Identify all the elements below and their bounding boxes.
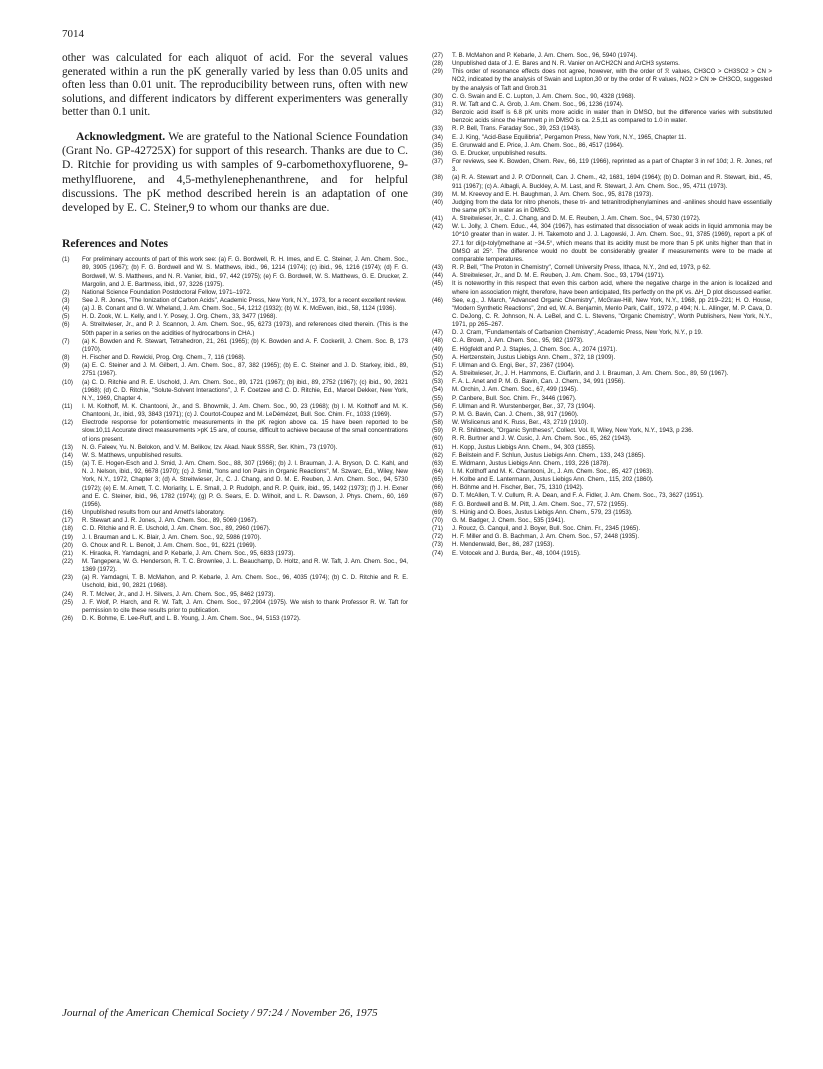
reference-number: (60)	[432, 435, 443, 443]
reference-text: W. L. Jolly, J. Chem. Educ., 44, 304 (1967), has estimated that dissociation of weak acids in liquid ammonia may be 10^10 greater than in water. J. H. Takemoto and J. J. Lagowski, J. Am. Chem. Soc., 91, 3785 (1969), report a pK of 27.1 for di(p-tolyl)methane at −34.5°, which means that its acidity must be more than 5 pK units higher than that in DMSO at 25°. The difference would no doubt be considerably greater if measurements were to be made at comparable temperatures.	[452, 223, 772, 263]
reference-item	[432, 150, 772, 158]
reference-number: (12)	[62, 419, 73, 427]
reference-text: H. D. Zook, W. L. Kelly, and I. Y. Posey, J. Org. Chem., 33, 3477 (1968).	[82, 313, 278, 321]
reference-number: (4)	[62, 305, 70, 313]
reference-item	[432, 419, 772, 427]
reference-text: C. A. Brown, J. Am. Chem. Soc., 95, 982 (1973).	[452, 337, 584, 345]
references-list-left	[62, 256, 408, 623]
reference-item	[432, 134, 772, 142]
reference-item	[432, 370, 772, 378]
reference-number: (44)	[432, 272, 443, 280]
reference-item	[62, 354, 408, 362]
reference-text: For reviews, see K. Bowden, Chem. Rev., 66, 119 (1966), reprinted as a part of Chapter 3 in ref 10d; J. R. Jones, ref 3.	[452, 158, 772, 174]
reference-number: (56)	[432, 402, 443, 410]
reference-number: (23)	[62, 574, 73, 582]
reference-number: (51)	[432, 361, 443, 369]
reference-text: For preliminary accounts of part of this work see: (a) F. G. Bordwell, R. H. Imes, and E. C. Steiner, J. Am. Chem. Soc., 89, 3905 (1967); (b) F. G. Bordwell and W. S. Matthews, ibid., 96, 1214 (1974); (c) ibid., 96, 1216 (1974); (d) F. G. Bordwell, W. S. Matthews, and N. R. Vanier, ibid., 97, 442 (1975); (e) F. G. Bordwell, W. S. Matthews, G. E. Drucker, Z. Margolin, and J. E. Bartmess, ibid., 97, 3226 (1975).	[82, 256, 408, 288]
reference-number: (32)	[432, 109, 443, 117]
reference-text: (a) K. Bowden and R. Stewart, Tetrahedron, 21, 261 (1965); (b) K. Bowden and A. F. Cockerill, J. Chem. Soc. B, 173 (1970).	[82, 337, 408, 353]
reference-number: (59)	[432, 427, 443, 435]
reference-text: Judging from the data for nitro phenols, these tri- and tetranitrodiphenylamines and -anilines should have essentially the same pK's in water as in DMSO.	[452, 198, 772, 214]
reference-item	[432, 158, 772, 174]
reference-number: (40)	[432, 198, 443, 206]
reference-text: Unpublished data of J. E. Bares and N. R. Vanier on ArCH2CN and ArCH3 systems.	[452, 60, 680, 68]
reference-number: (72)	[432, 533, 443, 541]
reference-text: P. M. G. Bavin, Can. J. Chem., 38, 917 (1960).	[452, 410, 579, 418]
reference-text: (a) J. B. Conant and G. W. Wheland, J. Am. Chem. Soc., 54, 1212 (1932); (b) W. K. McEwen, ibid., 58, 1124 (1936).	[82, 305, 397, 313]
reference-number: (66)	[432, 484, 443, 492]
reference-text: (a) R. Yamdagni, T. B. McMahon, and P. Kebarle, J. Am. Chem. Soc., 96, 4035 (1974); (b) C. D. Ritchie and R. E. Uschold, ibid., 90, 2821 (1968).	[82, 574, 408, 590]
reference-item	[62, 574, 408, 590]
reference-text: D. T. McAllen, T. V. Cullum, R. A. Dean, and F. A. Fidler, J. Am. Chem. Soc., 73, 3627 (1951).	[452, 492, 704, 500]
reference-number: (74)	[432, 549, 443, 557]
reference-number: (45)	[432, 280, 443, 288]
reference-item	[62, 444, 408, 452]
reference-text: D. J. Cram, "Fundamentals of Carbanion Chemistry", Academic Press, New York, N.Y., p 19.	[452, 329, 703, 337]
right-column	[432, 52, 772, 558]
reference-text: M. M. Kreevoy and E. H. Baughman, J. Am. Chem. Soc., 95, 8178 (1973).	[452, 190, 654, 198]
reference-item	[432, 52, 772, 60]
reference-text: Electrode response for potentiometric measurements in the pK region above ca. 15 have been reported to be slow.10,11 Accurate direct measurements >pK 15 are, of course, difficult to achieve because of the small concentrations of ions present.	[82, 419, 408, 443]
reference-item	[432, 337, 772, 345]
reference-number: (8)	[62, 354, 70, 362]
reference-item	[432, 501, 772, 509]
reference-item	[432, 93, 772, 101]
reference-text: H. Kolbe and E. Lantermann, Justus Liebigs Ann. Chem., 115, 202 (1860).	[452, 476, 654, 484]
reference-item	[432, 533, 772, 541]
acknowledgment-paragraph	[62, 130, 408, 215]
reference-number: (35)	[432, 141, 443, 149]
reference-text: H. Fischer and D. Rewicki, Prog. Org. Chem., 7, 116 (1968).	[82, 354, 246, 362]
reference-number: (43)	[432, 264, 443, 272]
reference-number: (3)	[62, 296, 70, 304]
reference-item	[62, 599, 408, 615]
reference-item	[432, 525, 772, 533]
reference-number: (34)	[432, 133, 443, 141]
reference-number: (58)	[432, 419, 443, 427]
reference-number: (11)	[62, 403, 73, 410]
reference-item	[62, 305, 408, 313]
reference-text: F. Ullman and G. Engi, Ber., 37, 2367 (1904).	[452, 361, 575, 369]
reference-item	[62, 591, 408, 599]
reference-item	[432, 215, 772, 223]
reference-text: I. M. Kolthoff, M. K. Chantooni, Jr., and S. Bhowmik, J. Am. Chem. Soc., 90, 23 (1968); (b) I. M. Kolthoff and M. K. Chantooni, Jr., ibid., 93, 3843 (1971); (c) J. Courtot-Coupez and M. LeDémézet, Bull. Soc. Chim. Fr., 1033 (1969).	[82, 403, 408, 419]
reference-item	[432, 272, 772, 280]
reference-number: (18)	[62, 525, 73, 533]
reference-number: (5)	[62, 313, 70, 321]
reference-text: T. B. McMahon and P. Kebarle, J. Am. Chem. Soc., 96, 5940 (1974).	[452, 52, 638, 59]
reference-item	[62, 419, 408, 443]
reference-number: (24)	[62, 590, 73, 598]
reference-item	[432, 411, 772, 419]
reference-text: National Science Foundation Postdoctoral Fellow, 1971–1972.	[82, 288, 252, 296]
reference-text: Unpublished results from our and Arnett's laboratory.	[82, 509, 225, 517]
reference-item	[62, 534, 408, 542]
intro-paragraph: other was calculated for each aliquot of acid. For the several values generated within a run the pK generally varied by less than 0.05 units and often less than 0.01 unit. The reproducibility between runs, often with new solutions, and different indicators by different experimenters was generally better than 0.1 unit.	[62, 52, 408, 119]
reference-item	[62, 321, 408, 337]
reference-number: (42)	[432, 223, 443, 231]
reference-text: F. Ullman and R. Wurstenberger, Ber., 37, 73 (1904).	[452, 402, 596, 410]
reference-text: W. Wislicenus and K. Russ, Ber., 43, 2719 (1910).	[452, 419, 589, 427]
reference-text: H. Kopp, Justus Liebigs Ann. Chem., 94, 303 (1855).	[452, 443, 596, 451]
reference-number: (33)	[432, 125, 443, 133]
reference-number: (10)	[62, 378, 73, 386]
acknowledgment-heading: Acknowledgment.	[76, 129, 166, 143]
reference-item	[432, 346, 772, 354]
reference-text: A. Streitwieser, Jr., and P. J. Scannon, J. Am. Chem. Soc., 95, 6273 (1973), and references cited therein. (This is the 50th paper in a series on the acidities of hydrocarbons in CHA.)	[82, 321, 408, 337]
reference-text: A. Streitwieser, Jr., and D. M. E. Reuben, J. Am. Chem. Soc., 93, 1794 (1971).	[452, 272, 665, 280]
reference-number: (57)	[432, 410, 443, 418]
reference-item	[432, 476, 772, 484]
reference-item	[432, 125, 772, 133]
reference-text: D. K. Bohme, E. Lee-Ruff, and L. B. Young, J. Am. Chem. Soc., 94, 5153 (1972).	[82, 615, 301, 623]
reference-number: (70)	[432, 516, 443, 524]
reference-item	[62, 362, 408, 378]
reference-number: (7)	[62, 337, 70, 345]
reference-number: (68)	[432, 500, 443, 508]
reference-text: H. F. Miller and G. B. Bachman, J. Am. Chem. Soc., 57, 2448 (1935).	[452, 533, 640, 541]
reference-item	[432, 264, 772, 272]
reference-number: (13)	[62, 443, 73, 451]
reference-item	[62, 297, 408, 305]
reference-item	[432, 460, 772, 468]
reference-number: (14)	[62, 451, 73, 459]
reference-text: J. Roucz, G. Canquil, and J. Boyer, Bull. Soc. Chim. Fr., 2345 (1965).	[452, 525, 641, 533]
reference-number: (52)	[432, 370, 443, 378]
reference-text: E. J. King, "Acid-Base Equilibria", Pergamon Press, New York, N.Y., 1965, Chapter 11.	[452, 133, 687, 141]
reference-number: (54)	[432, 386, 443, 394]
reference-item	[62, 379, 408, 403]
reference-item	[432, 223, 772, 264]
reference-item	[432, 395, 772, 403]
reference-number: (30)	[432, 92, 443, 100]
reference-number: (61)	[432, 443, 443, 451]
journal-footer: Journal of the American Chemical Society / 97:24 / November 26, 1975	[62, 1007, 378, 1019]
reference-text: (a) C. D. Ritchie and R. E. Uschold, J. Am. Chem. Soc., 89, 1721 (1967); (b) ibid., 89, 2752 (1967); (c) ibid., 90, 2821 (1968); (d) C. D. Ritchie, "Solute-Solvent Interactions", J. F. Coetzee and C. D. Ritchie, Ed., Marcel Dekker, New York, N.Y., 1969, Chapter 4.	[82, 378, 408, 402]
reference-number: (62)	[432, 451, 443, 459]
reference-number: (69)	[432, 508, 443, 516]
left-column	[62, 52, 408, 623]
reference-number: (28)	[432, 60, 443, 68]
reference-text: R. P. Bell, Trans. Faraday Soc., 39, 253 (1943).	[452, 125, 581, 133]
reference-item	[432, 509, 772, 517]
reference-text: E. Widmann, Justus Liebigs Ann. Chem., 193, 226 (1878).	[452, 459, 611, 467]
reference-text: (a) E. C. Steiner and J. M. Gilbert, J. Am. Chem. Soc., 87, 382 (1965); (b) E. C. Steiner and J. D. Starkey, ibid., 89, 2751 (1967).	[82, 362, 408, 378]
reference-text: G. Choux and R. L. Benoit, J. Am. Chem. Soc., 91, 6221 (1969).	[82, 541, 257, 549]
reference-text: It is noteworthy in this respect that even this carbon acid, where the negative charge in the anion is localized and where ion association might, therefore, have been anticipated, fits perfectly on the pK vs. ΔH_D plot discussed earlier.	[452, 280, 772, 296]
reference-text: R. R. Burtner and J. W. Cusic, J. Am. Chem. Soc., 65, 262 (1943).	[452, 435, 632, 443]
reference-item	[432, 378, 772, 386]
reference-text: J. F. Wolf, P. Harch, and R. W. Taft, J. Am. Chem. Soc., 97,2904 (1975). We wish to thank Professor R. W. Taft for permission to cite these results prior to publication.	[82, 598, 408, 614]
reference-number: (65)	[432, 476, 443, 484]
reference-number: (29)	[432, 68, 443, 76]
reference-item	[432, 386, 772, 394]
reference-text: E. Votocek and J. Burda, Ber., 48, 1004 (1915).	[452, 549, 581, 557]
reference-number: (2)	[62, 288, 70, 296]
reference-item	[432, 329, 772, 337]
reference-number: (53)	[432, 378, 443, 386]
reference-number: (73)	[432, 541, 443, 549]
reference-item	[62, 517, 408, 525]
reference-number: (36)	[432, 149, 443, 157]
page-number: 7014	[62, 28, 84, 40]
reference-item	[62, 289, 408, 297]
reference-number: (37)	[432, 158, 443, 166]
reference-number: (27)	[432, 52, 443, 59]
reference-item	[432, 435, 772, 443]
reference-text: F. G. Bordwell and B. M. Pitt, J. Am. Chem. Soc., 77, 572 (1955).	[452, 500, 629, 508]
reference-text: Benzoic acid itself is 6.8 pK units more acidic in water than in DMSO, but the difference varies with substituted benzoic acids since the Hammett ρ in DMSO is ca. 2.5,11 as compared to 1.0 in water.	[452, 109, 772, 125]
reference-number: (41)	[432, 215, 443, 223]
reference-number: (15)	[62, 460, 73, 468]
reference-text: F. Beilstein and F. Schlun, Justus Liebigs Ann. Chem., 133, 243 (1865).	[452, 451, 646, 459]
reference-item	[62, 313, 408, 321]
reference-item	[62, 256, 408, 289]
reference-item	[432, 541, 772, 549]
reference-number: (1)	[62, 256, 70, 264]
reference-number: (47)	[432, 329, 443, 337]
reference-number: (26)	[62, 615, 73, 623]
reference-number: (64)	[432, 467, 443, 475]
reference-number: (49)	[432, 345, 443, 353]
reference-text: E. Grunwald and E. Price, J. Am. Chem. Soc., 86, 4517 (1964).	[452, 141, 624, 149]
reference-item	[432, 60, 772, 68]
reference-text: R. Stewart and J. R. Jones, J. Am. Chem. Soc., 89, 5069 (1967).	[82, 517, 258, 525]
reference-number: (46)	[432, 296, 443, 304]
reference-number: (48)	[432, 337, 443, 345]
reference-text: (a) T. E. Hogen-Esch and J. Smid, J. Am. Chem. Soc., 88, 307 (1966); (b) J. I. Brauman, J. A. Bryson, D. C. Kahl, and N. J. Nelson, ibid., 92, 6678 (1970); (c) J. Smid, "Ions and Ion Pairs in Organic Reactions", M. Szwarc, Ed., Wiley, New York, N.Y., 1972, Chapter 3; (d) A. Streitwieser, Jr., C. J. Chang, and D. M. E. Reuben, J. Am. Chem. Soc., 94, 5730 (1972); (e) E. M. Arnett, T. C. Moriarity, L. E. Small, J. P. Rudolph, and R. P. Quirk, ibid., 95, 1492 (1973); (f) J. H. Exner and E. C. Steiner, ibid., 96, 1782 (1974); (g) P. G. Sears, E. D. Wilhoit, and L. R. Dawson, J. Phys. Chem., 60, 169 (1956).	[82, 460, 408, 508]
reference-text: (a) R. A. Stewart and J. P. O'Donnell, Can. J. Chem., 42, 1681, 1694 (1964); (b) D. Dolman and R. Stewart, ibid., 45, 911 (1967); (c) A. Albagli, A. Buckley, A. M. Last, and R. Stewart, J. Am. Chem. Soc., 95, 4711 (1973).	[452, 174, 772, 190]
reference-number: (67)	[432, 492, 443, 500]
reference-text: W. S. Matthews, unpublished results.	[82, 451, 183, 459]
reference-item	[432, 280, 772, 296]
reference-item	[432, 444, 772, 452]
reference-text: A. Streitwieser, Jr., C. J. Chang, and D. M. E. Reuben, J. Am. Chem. Soc., 94, 5730 (1972).	[452, 215, 701, 223]
reference-text: R. T. McIver, Jr., and J. H. Silvers, J. Am. Chem. Soc., 95, 8462 (1973).	[82, 590, 276, 598]
reference-item	[62, 550, 408, 558]
reference-item	[62, 338, 408, 354]
reference-text: R. W. Taft and C. A. Grob, J. Am. Chem. Soc., 96, 1236 (1974).	[452, 100, 624, 108]
reference-item	[62, 525, 408, 533]
reference-item	[432, 297, 772, 330]
reference-item	[432, 142, 772, 150]
reference-number: (9)	[62, 362, 70, 370]
reference-text: P. R. Shildneck, "Organic Syntheses", Collect. Vol. II, Wiley, New York, N.Y., 1943, p 236.	[452, 427, 694, 435]
reference-number: (22)	[62, 557, 73, 565]
reference-item	[432, 492, 772, 500]
reference-item	[62, 403, 408, 419]
reference-item	[62, 460, 408, 509]
reference-text: See J. R. Jones, "The Ionization of Carbon Acids", Academic Press, New York, N.Y., 1973, for a recent excellent review.	[82, 296, 407, 304]
reference-item	[432, 199, 772, 215]
reference-item	[432, 362, 772, 370]
reference-text: J. I. Brauman and L. K. Blair, J. Am. Chem. Soc., 92, 5986 (1970).	[82, 533, 262, 541]
reference-number: (17)	[62, 517, 73, 525]
reference-text: E. Högfeldt and P. J. Staples, J. Chem. Soc. A., 2074 (1971).	[452, 345, 618, 353]
reference-item	[432, 191, 772, 199]
reference-number: (39)	[432, 190, 443, 198]
reference-item	[62, 452, 408, 460]
reference-text: P. Canbere, Bull. Soc. Chim. Fr., 3446 (1967).	[452, 394, 577, 402]
references-list-right	[432, 52, 772, 558]
reference-item	[432, 354, 772, 362]
reference-text: G. M. Badger, J. Chem. Soc., 535 (1941).	[452, 516, 565, 524]
reference-number: (19)	[62, 533, 73, 541]
reference-item	[432, 550, 772, 558]
reference-text: H. Mendenwald, Ber., 86, 287 (1953).	[452, 541, 555, 549]
reference-item	[432, 174, 772, 190]
reference-number: (38)	[432, 174, 443, 182]
reference-item	[62, 542, 408, 550]
reference-item	[62, 558, 408, 574]
reference-text: I. M. Kolthoff and M. K. Chantooni, Jr., J. Am. Chem. Soc., 85, 427 (1963).	[452, 467, 654, 475]
reference-text: K. Hiraoka, R. Yamdagni, and P. Kebarle, J. Am. Chem. Soc., 95, 6833 (1973).	[82, 549, 295, 557]
reference-text: See, e.g., J. March, "Advanced Organic Chemistry", McGraw-Hill, New York, N.Y., 1968, pp 219–221; H. O. House, "Modern Synthetic Reactions", 2nd ed, W. A. Benjamin, Menlo Park, Calif., 1972, p 494; N. L. Allinger, M. P. Cava, D. C. DeJong, C. R. Johnson, N. A. LeBel, and C. L. Stevens, "Organic Chemistry", Worth Publishers, New York, N.Y., 1971, pp 265–267.	[452, 296, 772, 329]
reference-text: R. P. Bell, "The Proton in Chemistry", Cornell University Press, Ithaca, N.Y., 2nd ed, 1973, p 62.	[452, 264, 711, 272]
reference-text: C. D. Ritchie and R. E. Uschold, J. Am. Chem. Soc., 89, 2960 (1967).	[82, 525, 271, 533]
reference-text: S. Hünig and O. Boes, Justus Liebigs Ann. Chem., 579, 23 (1953).	[452, 508, 633, 516]
reference-text: M. Orchin, J. Am. Chem. Soc., 67, 499 (1945).	[452, 386, 578, 394]
reference-item	[62, 509, 408, 517]
reference-number: (21)	[62, 549, 73, 557]
reference-item	[432, 101, 772, 109]
reference-text: A. Hertzenstein, Justus Liebigs Ann. Chem., 372, 18 (1909).	[452, 353, 616, 361]
reference-number: (63)	[432, 459, 443, 467]
reference-text: This order of resonance effects does not agree, however, with the order of ℛ values, CH3CO > CH3SO2 > CN > NO2, indicated by the analysis of Swain and Lupton,30 or by the order of R values, NO2 > CN ≫ CH3CO, suggested by the analysis of Taft and Grob.31	[452, 68, 772, 92]
reference-item	[432, 468, 772, 476]
reference-text: C. G. Swain and E. C. Lupton, J. Am. Chem. Soc., 90, 4328 (1968).	[452, 92, 636, 100]
reference-number: (50)	[432, 353, 443, 361]
reference-number: (16)	[62, 509, 73, 517]
reference-number: (31)	[432, 100, 443, 108]
reference-item	[62, 615, 408, 623]
reference-item	[432, 484, 772, 492]
reference-text: H. Böhme and H. Fischer, Ber., 75, 1310 (1942).	[452, 484, 584, 492]
reference-text: N. G. Faleev, Yu. N. Belokon, and V. M. Belikov, Izv. Akad. Nauk SSSR, Ser. Khim., 73 (1970).	[82, 443, 338, 451]
references-heading: References and Notes	[62, 237, 169, 251]
reference-text: A. Streitwieser, Jr., J. H. Hammons, E. Ciuffarin, and J. I. Brauman, J. Am. Chem. Soc., 89, 59 (1967).	[452, 370, 729, 378]
reference-number: (25)	[62, 598, 73, 606]
reference-text: F. A. L. Anet and P. M. G. Bavin, Can. J. Chem., 34, 991 (1956).	[452, 378, 625, 386]
reference-number: (55)	[432, 394, 443, 402]
reference-item	[432, 517, 772, 525]
reference-text: G. E. Drucker, unpublished results.	[452, 149, 547, 157]
reference-number: (71)	[432, 525, 443, 533]
reference-item	[432, 109, 772, 125]
reference-item	[432, 427, 772, 435]
reference-item	[432, 403, 772, 411]
acknowledgment-text: We are grateful to the National Science Foundation (Grant No. GP-42725X) for support of this research. Thanks are due to C. D. Ritchie for providing us with samples of 9-carbomethoxyfluorene, 9-methylfluorene, and 4,5-methylenephenanthrene, and for helpful discussions. The pK method described herein is an adaptation of one developed by E. C. Steiner,9 to whom our thanks are due.	[62, 129, 408, 214]
reference-item	[432, 68, 772, 92]
reference-text: M. Tangepera, W. G. Henderson, R. T. C. Brownlee, J. L. Beauchamp, D. Holtz, and R. W. Taft, J. Am. Chem. Soc., 94, 1369 (1972).	[82, 557, 408, 574]
reference-number: (6)	[62, 321, 70, 329]
reference-number: (20)	[62, 541, 73, 549]
reference-item	[432, 452, 772, 460]
